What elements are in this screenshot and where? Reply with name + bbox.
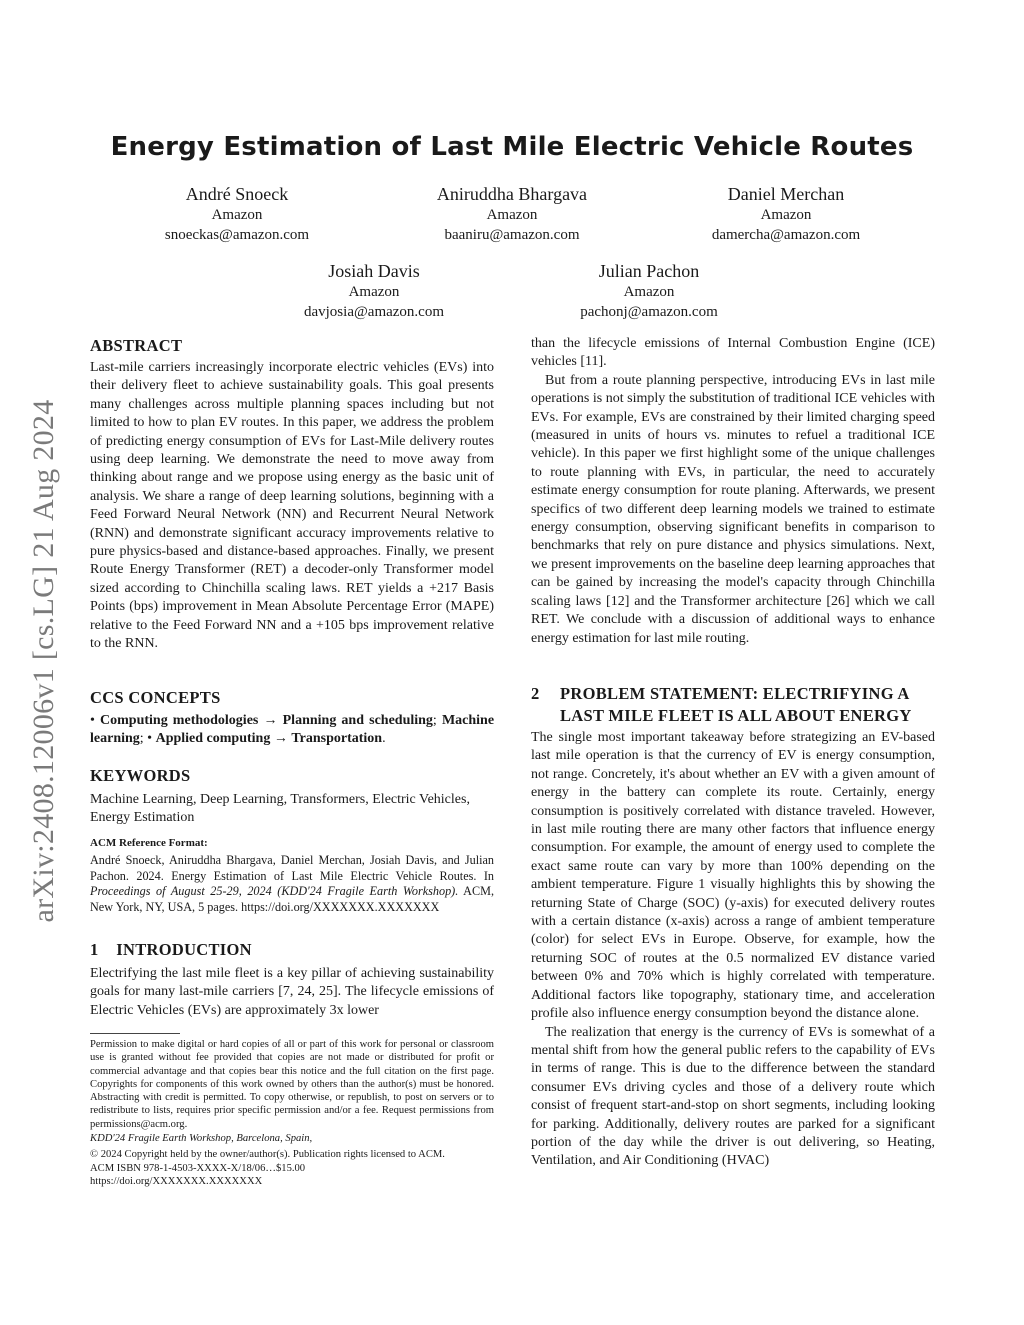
acm-reference-text [90, 853, 494, 915]
author-email: pachonj@amazon.com [580, 304, 718, 320]
ccs-concepts-text: • Computing methodologies → Planning and scheduling; Machine learning; • Applied computing → Transportation. [90, 713, 495, 747]
problem-statement-section [531, 729, 935, 1171]
author-block [244, 260, 504, 322]
ccs-concept: Planning and scheduling [282, 713, 433, 728]
acm-reference-pre: André Snoeck, Aniruddha Bhargava, Daniel Merchan, Josiah Davis, and Julian Pachon. 2024. Energy Estimation of Last Mile Electric Vehicle Routes. In [90, 853, 494, 883]
author-email: damercha@amazon.com [711, 227, 861, 243]
paper-title: Energy Estimation of Last Mile Electric Vehicle Routes [110, 132, 914, 162]
permission-notice: Permission to make digital or hard copies of all or part of this work for personal or classroom use is granted without fee provided that copies are not made or distributed for profit or commercial advantage and that copies bear this notice and the full citation on the first page. Copyrights for components of this work owned by others than the author(s) must be honored. Abstracting with credit is permitted. To copy otherwise, or republish, to post on servers or to redistribute to lists, requires prior specific permission and/or a fee. Request permissions from permissions@acm.org. [90, 1039, 494, 1130]
abstract-heading: ABSTRACT [90, 336, 183, 355]
arrow-icon: → [273, 731, 288, 747]
ccs-heading: CCS CONCEPTS [90, 688, 221, 707]
doi: https://doi.org/XXXXXXX.XXXXXXX [90, 1175, 263, 1187]
acm-reference-post: ACM, New York, NY, USA, 5 pages. https://doi.org/XXXXXXX.XXXXXXX [90, 884, 494, 914]
author-email: baaniru@amazon.com [444, 227, 580, 243]
isbn: ACM ISBN 978-1-4503-XXXX-X/18/06…$15.00 [90, 1162, 306, 1174]
introduction-paragraph: than the lifecycle emissions of Internal Combustion Engine (ICE) vehicles [11]. [531, 336, 935, 370]
section-number: 1 [90, 940, 99, 959]
keywords-section [90, 765, 494, 828]
abstract-text: Last-mile carriers increasingly incorporate electric vehicles (EVs) into their delivery fleet to achieve sustainability goals. This goal presents many challenges across multiple planning spaces including but not limited to how to plan EV routes. In this paper, we address the problem of predicting energy consumption of EVs for Last-Mile delivery routes using deep learning. We demonstrate the need to move away from thinking about range and we propose using energy as the basic unit of analysis. We share a range of deep learning solutions, beginning with a Feed Forward Neural Network (NN) and Recurrent Neural Network (RNN) and demonstrate significant accuracy improvements relative to pure physics-based and distance-based approaches. Finally, we present Route Energy Transformer (RET) a decoder-only Transformer model sized according to Chinchilla scaling laws. RET yields a +217 Basis Points (bps) improvement in Mean Absolute Percentage Error (MAPE) relative to the Feed Forward NN and a +105 bps improvement relative to the RNN. [90, 360, 494, 652]
author-block [107, 183, 367, 245]
section-title: INTRODUCTION [116, 940, 252, 959]
author-block [519, 260, 779, 322]
footnote-divider [90, 1033, 180, 1034]
author-affiliation: Amazon [486, 207, 538, 223]
introduction-paragraph: But from a route planning perspective, introducing EVs in last mile operations is not simply the substitution of traditional ICE vehicles with EVs. For example, EVs are constrained by their limited charging speed (measured in units of hours vs. minutes to refuel a traditional ICE vehicle). In this paper we first highlight some of the unique challenges to route planning with EVs, in particular, the need to accurately estimate energy consumption for route planing. Afterwards, we present specifics of two different deep learning models we trained to estimate energy consumption, observing significant benefits in comparison to benchmarks that rely on pure distance and physics simulations. Next, we present improvements on the baseline deep learning approaches that can be gained by increasing the model's capacity through Chinchilla scaling laws [12] and the Transformer architecture [26] which we call RET. We conclude with a discussion of additional ways to enhance energy estimation for last mile routing. [531, 372, 935, 646]
section-2-heading [531, 683, 941, 727]
author-name: Julian Pachon [598, 261, 700, 281]
section-title: PROBLEM STATEMENT: ELECTRIFYING A LAST MILE FLEET IS ALL ABOUT ENERGY [560, 684, 912, 725]
copyright-notice: © 2024 Copyright held by the owner/author(s). Publication rights licensed to ACM. [90, 1149, 445, 1161]
workshop-venue: KDD'24 Fragile Earth Workshop, Barcelona, Spain, [90, 1133, 313, 1145]
acm-reference-section [90, 836, 494, 915]
problem-statement-paragraph: The realization that energy is the currency of EVs is somewhat of a mental shift from how the general public refers to the capability of EVs in terms of range. This is due to the difference between the standard consumer EVs driving cycles and those of a delivery route which consist of frequent start-and-stop on short segments, including looking for parking. Additionally, delivery routes are parked for a significant portion of the day while the driver is out delivering, so Heating, Ventilation, and Air Conditioning (HVAC) [531, 1024, 935, 1169]
ccs-concept: Applied computing [155, 731, 271, 747]
abstract-section [90, 335, 494, 654]
arrow-icon: → [263, 713, 278, 728]
author-affiliation: Amazon [348, 284, 400, 300]
acm-reference-heading: ACM Reference Format: [90, 837, 208, 849]
introduction-paragraph: Electrifying the last mile fleet is a key pillar of achieving sustainability goals for many last-mile carriers [7, 24, 25]. The lifecycle emissions of Electric Vehicles (EVs) are approximately 3x lower [90, 966, 494, 1018]
author-email: davjosia@amazon.com [303, 304, 445, 320]
section-number: 2 [531, 684, 540, 703]
keywords-heading: KEYWORDS [90, 766, 191, 785]
keywords-text: Machine Learning, Deep Learning, Transformers, Electric Vehicles, Energy Estimation [90, 792, 470, 826]
arxiv-id-text: arXiv:2408.12006v1 [cs.LG] 21 Aug 2024 [27, 399, 60, 923]
introduction-section [90, 939, 494, 1020]
author-affiliation: Amazon [211, 207, 263, 223]
author-block [656, 183, 916, 245]
ccs-concepts-section [90, 687, 494, 749]
ccs-concept: Transportation [291, 731, 383, 747]
ccs-concept: Computing methodologies [100, 713, 259, 728]
footnote-block [90, 1038, 494, 1188]
acm-reference-venue: Proceedings of August 25-29, 2024 (KDD'24 Fragile Earth Workshop). [90, 884, 459, 899]
arxiv-identifier-stamp [14, 351, 74, 971]
ccs-concept: Machine learning [90, 713, 495, 747]
introduction-continued [531, 335, 935, 648]
author-name: André Snoeck [185, 184, 289, 204]
introduction-heading [90, 939, 494, 960]
author-affiliation: Amazon [760, 207, 812, 223]
author-name: Josiah Davis [328, 261, 420, 281]
author-name: Daniel Merchan [727, 184, 845, 204]
problem-statement-paragraph: The single most important takeaway before strategizing an EV-based last mile operation is that the currency of EV is energy consumption, not range. Concretely, it's about whether an EV with a given amount of energy in the battery can complete its route. Certainly, energy consumption is positively correlated with distance traveled. However, in last mile routing there are many other factors that influence energy consumption. For example, the amount of energy used to complete the exact same route can vary by more than 100% depending on the ambient temperature. Figure 1 visually highlights this by showing the returning State of Charge (SOC) (y-axis) for executed delivery routes with a certain distance (x-axis) across a range of ambient temperature (color) for select EVs in Europe. Observe, for example, how the returning SOC of routes at the 0.5 normalized EV distance varied between 0% and 70% which is highly correlated with temperature. Additional factors like topography, stationary time, and acceleration profile also influence energy consumption beyond the distance alone. [531, 730, 935, 1022]
author-block [382, 183, 642, 245]
author-affiliation: Amazon [623, 284, 675, 300]
author-email: snoeckas@amazon.com [164, 227, 310, 243]
author-name: Aniruddha Bhargava [436, 184, 588, 204]
